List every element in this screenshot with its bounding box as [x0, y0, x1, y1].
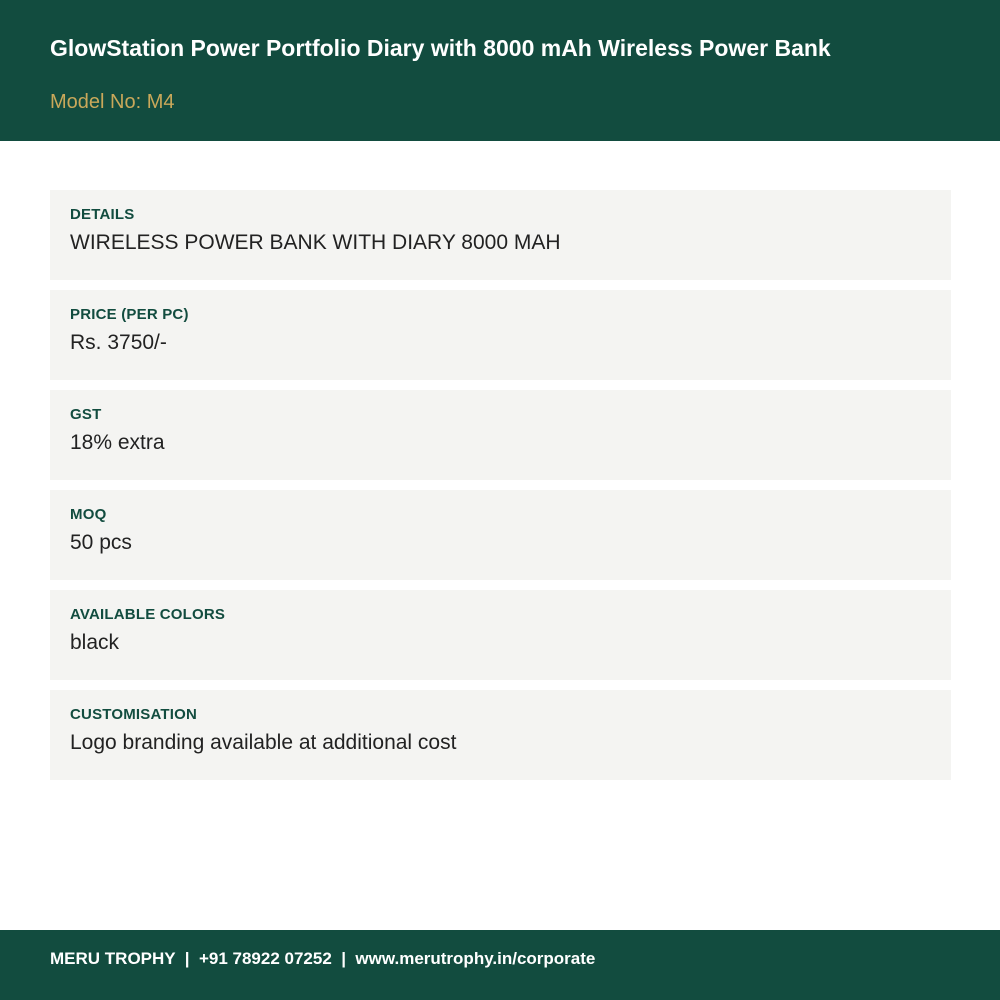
spec-card-price [50, 290, 951, 380]
spec-card-moq [50, 490, 951, 580]
spec-label: MOQ [70, 506, 107, 523]
spec-label: CUSTOMISATION [70, 706, 198, 723]
spec-value: Logo branding available at additional cost [70, 731, 457, 754]
spec-card-details [50, 190, 951, 280]
spec-label: PRICE (PER PC) [70, 306, 189, 323]
spec-value: 18% extra [70, 431, 165, 454]
spec-value: black [70, 631, 120, 654]
spec-label: AVAILABLE COLORS [70, 606, 226, 623]
spec-value: 50 pcs [70, 531, 132, 554]
spec-label: GST [70, 406, 102, 423]
spec-card-colors [50, 590, 951, 680]
footer-contact: MERU TROPHY | +91 78922 07252 | www.merutrophy.in/corporate [50, 949, 596, 968]
model-number: Model No: M4 [50, 91, 175, 113]
spec-card-customisation [50, 690, 951, 780]
header-banner [0, 0, 1000, 141]
spec-card-gst [50, 390, 951, 480]
spec-label: DETAILS [70, 206, 135, 223]
spec-list [50, 190, 951, 790]
product-title: GlowStation Power Portfolio Diary with 8000 mAh Wireless Power Bank [50, 35, 831, 61]
spec-value: Rs. 3750/- [70, 331, 167, 354]
spec-value: WIRELESS POWER BANK WITH DIARY 8000 MAH [70, 231, 561, 254]
